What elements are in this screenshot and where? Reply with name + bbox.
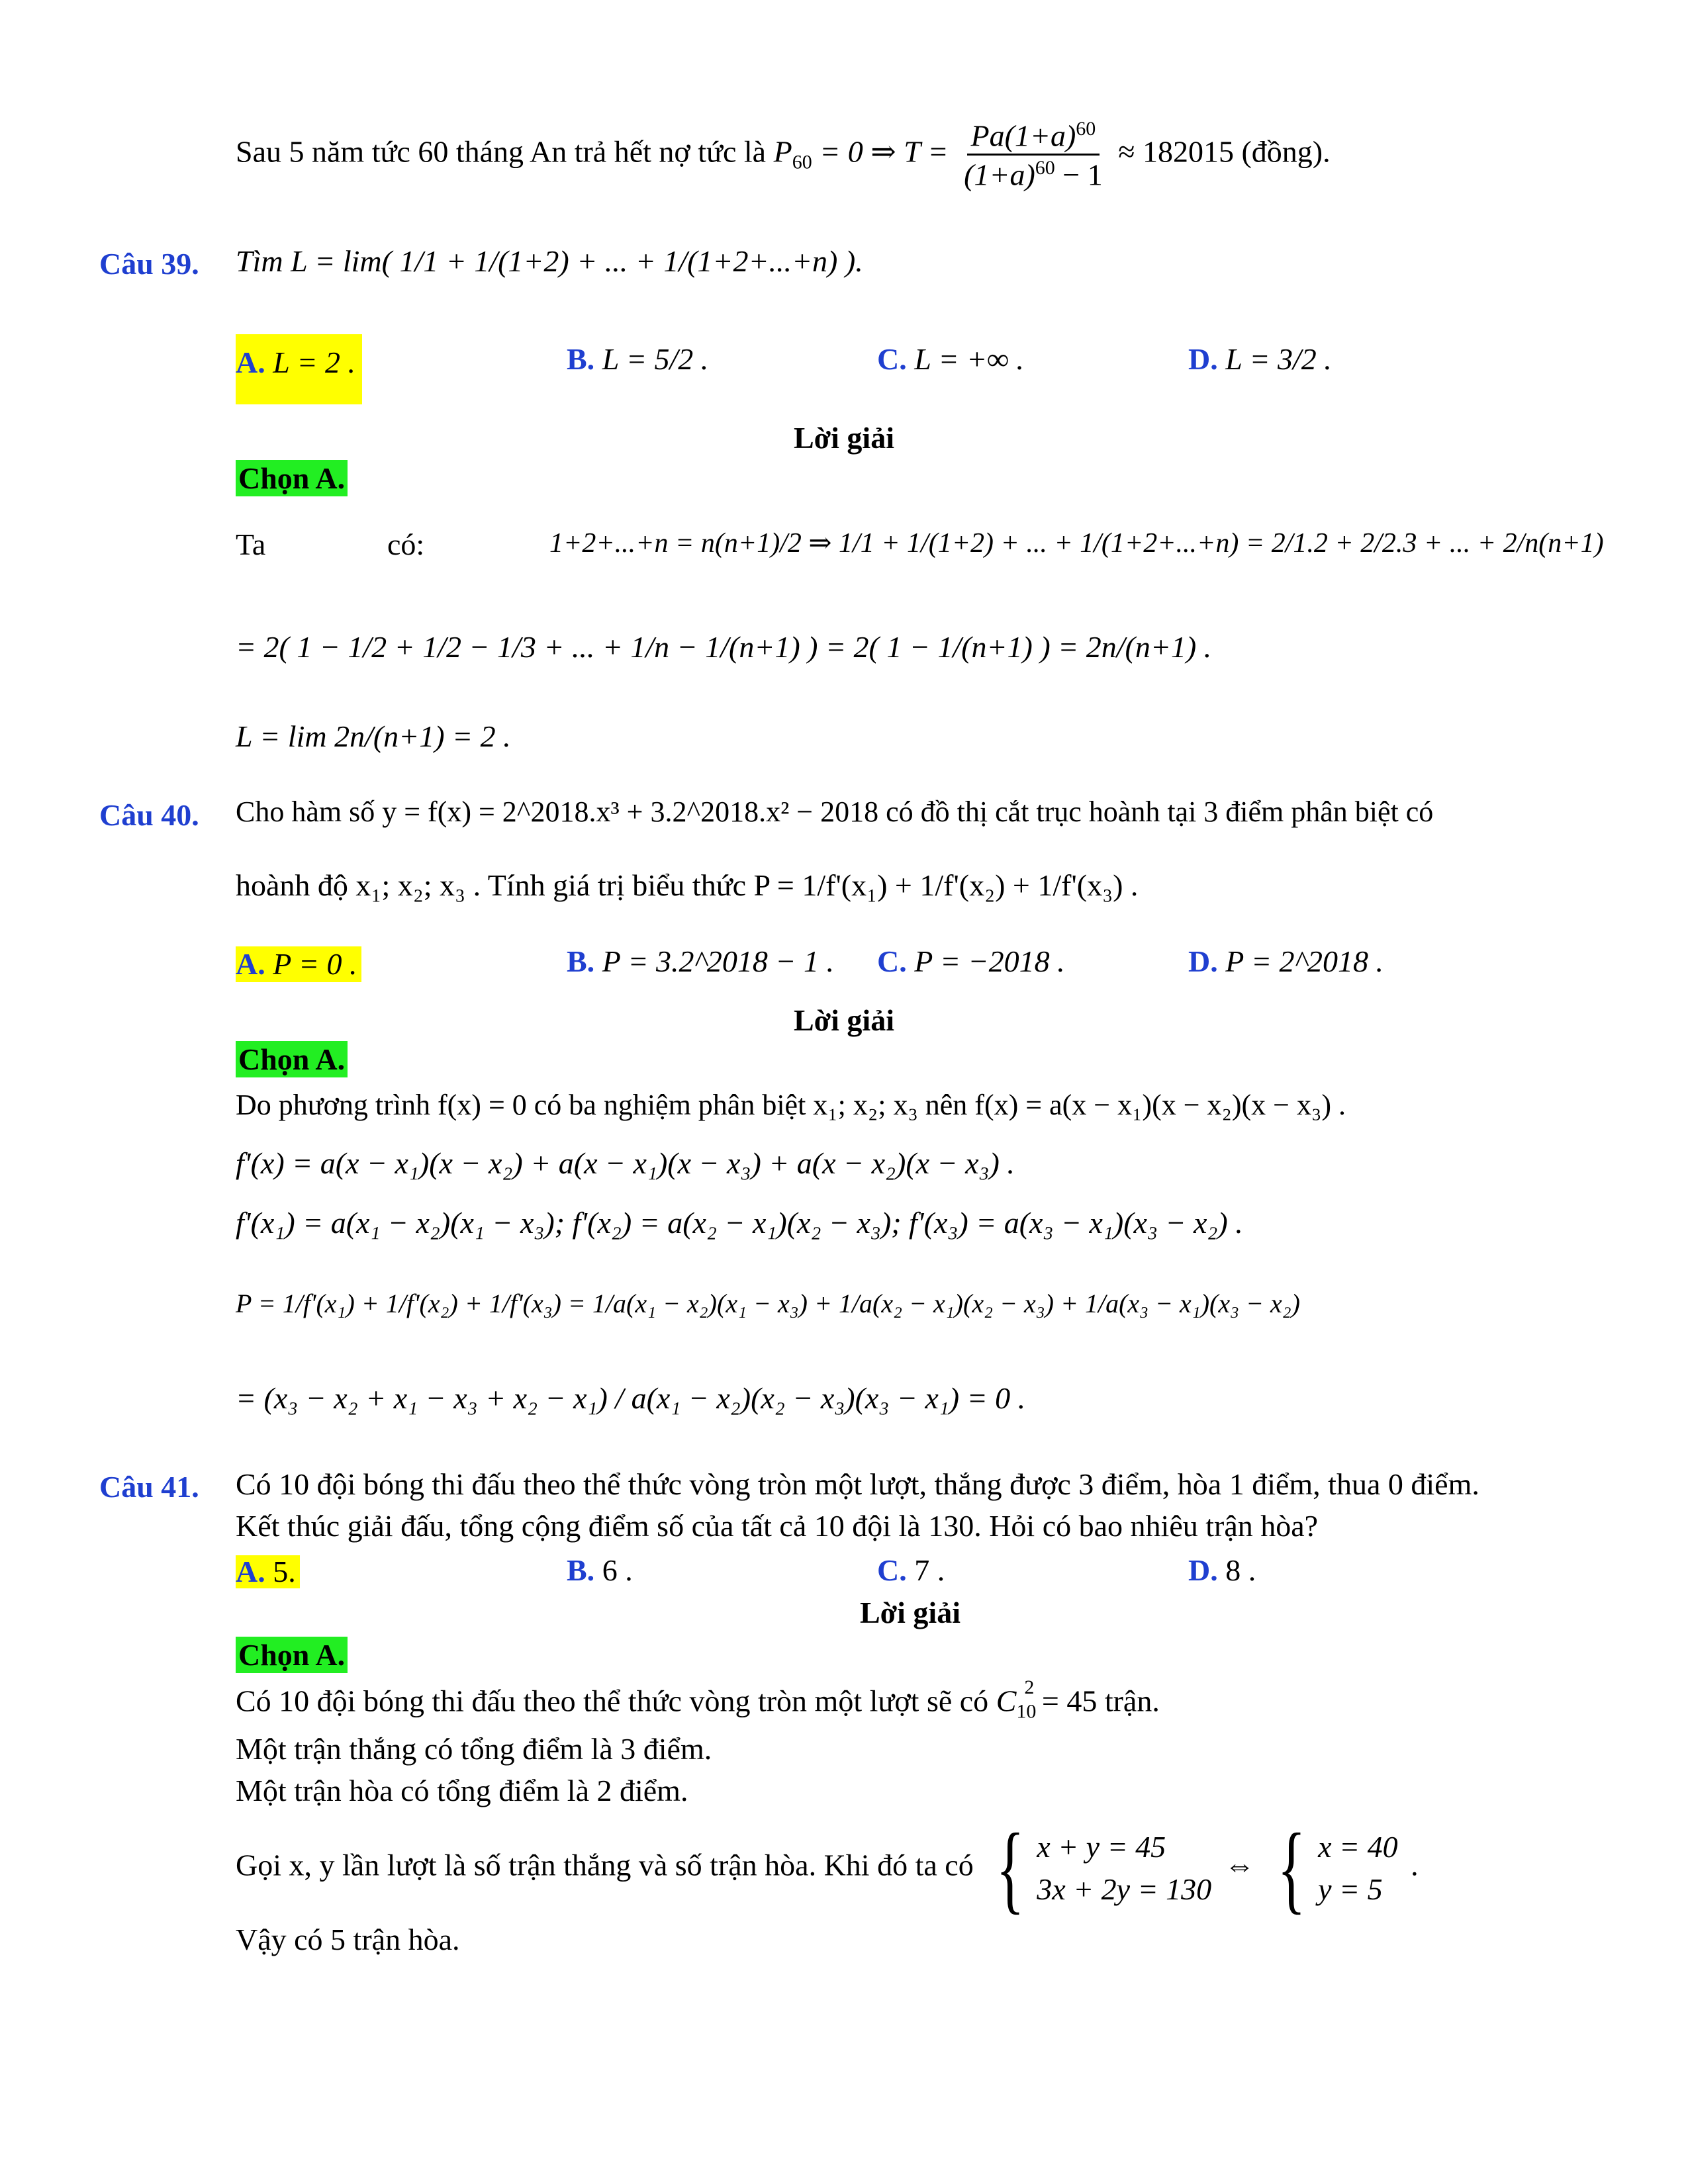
q40-line3: f'(x₁) = a(x₁ − x₂)(x₁ − x₃); f'(x₂) = a(x₂ − x₁)(x₂ − x₃); f'(x₃) = a(x₃ − x₁)(x₃ − x₂) . [236,1206,1243,1240]
q41-system-2: { x = 40 y = 5 [1277,1813,1398,1923]
q41-option-b-text: 6 . [602,1553,633,1587]
q40-option-d-text: P = 2^2018 . [1225,944,1383,978]
q39-option-d [1188,344,1332,375]
intro-num-sup: 60 [1076,118,1096,140]
q41-option-b-key: B. [567,1553,595,1587]
intro-den-sup: 60 [1035,157,1055,179]
q39-option-c-key: C. [877,342,907,376]
q40-label: Câu 40. [99,798,199,832]
intro-mid: = 0 ⇒ T = [820,134,949,169]
q40-line1: Do phương trình f(x) = 0 có ba nghiệm phân biệt x₁; x₂; x₃ nên f(x) = a(x − x₁)(x − x₂)(x − x₃) . [236,1089,1346,1121]
q40-stem2: hoành độ x₁; x₂; x₃ . Tính giá trị biểu thức P = 1/f'(x₁) + 1/f'(x₂) + 1/f'(x₃) . [236,868,1139,902]
q39-option-d-text: L = 3/2 . [1225,342,1332,376]
intro-line [236,119,1331,191]
q41-stem2: Kết thúc giải đấu, tổng cộng điểm số của tất cả 10 đội là 130. Hỏi có bao nhiêu trận hòa? [236,1509,1319,1543]
q40-line4: P = 1/f'(x₁) + 1/f'(x₂) + 1/f'(x₃) = 1/a(x₁ − x₂)(x₁ − x₃) + 1/a(x₂ − x₁)(x₂ − x₃) + 1/a(x₃ − x₁)(x₃ − x₂) [236,1289,1300,1318]
q40-chosen [236,1044,348,1075]
q40-option-a [236,946,361,982]
intro-fraction [960,119,1107,191]
q39-option-a-key: A. [236,345,265,379]
q41-system-1-row-2: 3x + 2y = 130 [1037,1872,1212,1906]
q41-line2: Một trận thắng có tổng điểm là 3 điểm. [236,1732,712,1766]
intro-p-sub: 60 [792,151,812,173]
q41-line1: Có 10 đội bóng thi đấu theo thể thức vòng tròn một lượt sẽ có $C_{10}^2 = 45$ trận. [236,1676,1160,1723]
intro-den-tail: − 1 [1062,158,1103,192]
q39-label: Câu 39. [99,247,199,281]
intro-num: Pa(1+a) [970,118,1076,153]
q41-option-a-text: 5. [273,1555,296,1588]
q41-line5: Vậy có 5 trận hòa. [236,1923,460,1956]
q39-stem: Tìm L = lim( 1/1 + 1/(1+2) + ... + 1/(1+2+...+n) ). [236,244,863,278]
q40-option-d-key: D. [1188,944,1218,978]
q41-option-c-text: 7 . [914,1553,945,1587]
q39-option-a-text: L = 2 . [273,345,356,379]
intro-approx: ≈ 182015 (đồng). [1118,134,1331,169]
q39-option-a [236,334,362,404]
q41-option-d [1188,1555,1256,1586]
q40-line2: f'(x) = a(x − x₁)(x − x₂) + a(x − x₁)(x − x₃) + a(x − x₂)(x − x₃) . [236,1146,1015,1180]
q39-line2: = 2( 1 − 1/2 + 1/2 − 1/3 + ... + 1/n − 1/(n+1) ) = 2( 1 − 1/(n+1) ) = 2n/(n+1) . [236,630,1212,664]
q41-option-d-text: 8 . [1225,1553,1256,1587]
q41-stem1: Có 10 đội bóng thi đấu theo thể thức vòng tròn một lượt, thắng được 3 điểm, hòa 1 điểm, thua 0 điểm. [236,1467,1479,1501]
q40-option-b-key: B. [567,944,595,978]
q41-line1-tail: = 45 trận. [1041,1684,1160,1718]
q41-line1-text: Có 10 đội bóng thi đấu theo thể thức vòng tròn một lượt sẽ có [236,1684,989,1718]
q39-option-d-key: D. [1188,342,1218,376]
intro-den: (1+a) [964,158,1035,192]
q41-option-c-key: C. [877,1553,907,1587]
q40-option-b-text: P = 3.2^2018 − 1 . [602,944,834,978]
q40-option-c [877,946,1065,977]
q39-option-c-text: L = +∞ . [914,342,1024,376]
q39-option-b-text: L = 5/2 . [602,342,709,376]
intro-p: P [773,134,792,169]
q39-chosen [236,463,348,494]
q41-label: Câu 41. [99,1470,199,1504]
q39-line1-co: có: [387,527,425,561]
q41-line4: Gọi x, y lần lượt là số trận thắng và số trận hòa. Khi đó ta có { x + y = 45 3x + 2y = 130 ⇔ { x = 40 y = 5 . [236,1813,1419,1923]
q40-line5: = (x₃ − x₂ + x₁ − x₃ + x₂ − x₁) / a(x₁ − x₂)(x₂ − x₃)(x₃ − x₁) = 0 . [236,1381,1026,1415]
q39-line1-prefix: Ta [236,527,266,561]
q41-option-a [236,1555,300,1588]
q41-solution-title: Lời giải [860,1596,961,1629]
q40-option-a-text: P = 0 . [273,947,357,981]
q39-option-b-key: B. [567,342,595,376]
q40-option-b [567,946,834,977]
q41-system-2-row-1: x = 40 [1318,1830,1398,1864]
q41-line4-text: Gọi x, y lần lượt là số trận thắng và số trận hòa. Khi đó ta có [236,1848,974,1882]
q41-chosen [236,1640,348,1670]
q41-line3: Một trận hòa có tổng điểm là 2 điểm. [236,1774,688,1807]
q41-chosen-text: Chọn A. [236,1637,348,1673]
q41-option-b [567,1555,633,1586]
intro-text: Sau 5 năm tức 60 tháng An trả hết nợ tức là [236,134,767,169]
q40-option-c-key: C. [877,944,907,978]
q40-option-c-text: P = −2018 . [914,944,1065,978]
q41-system-2-row-2: y = 5 [1318,1872,1383,1906]
q39-line3: L = lim 2n/(n+1) = 2 . [236,719,511,753]
q39-solution-title: Lời giải [794,421,894,455]
q41-option-c [877,1555,945,1586]
q41-system-1-row-1: x + y = 45 [1037,1830,1166,1864]
q39-line1: 1+2+...+n = n(n+1)/2 ⇒ 1/1 + 1/(1+2) + ... + 1/(1+2+...+n) = 2/1.2 + 2/2.3 + ... + 2/n(n+1) [549,528,1604,559]
q40-solution-title: Lời giải [794,1003,894,1037]
q40-option-d [1188,946,1383,977]
q40-stem1: Cho hàm số y = f(x) = 2^2018.x³ + 3.2^2018.x² − 2018 có đồ thị cắt trục hoành tại 3 điểm phân biệt có [236,796,1434,828]
q41-iff: ⇔ [1224,1848,1255,1882]
q41-system-1: { x + y = 45 3x + 2y = 130 [996,1813,1212,1923]
q40-option-a-key: A. [236,947,265,981]
q39-option-b [567,344,708,375]
q41-combination: C [996,1684,1017,1718]
q39-option-c [877,344,1024,375]
q39-chosen-text: Chọn A. [236,460,348,496]
q41-option-a-key: A. [236,1555,265,1588]
q41-option-d-key: D. [1188,1553,1218,1587]
q40-chosen-text: Chọn A. [236,1041,348,1077]
